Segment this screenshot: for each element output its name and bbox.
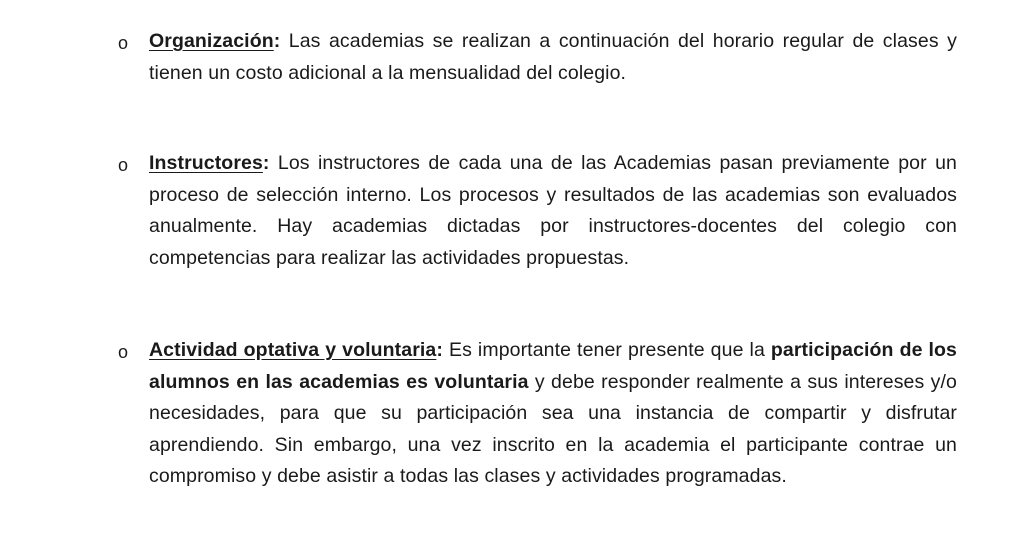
term-colon: : (273, 30, 281, 52)
paragraph-text: y debe responder realmente a sus intereses y/o necesidades, para que su participación sea una instancia de compartir y disfrutar aprendiendo. Sin embargo, una vez inscrito en la academia el participante contrae un compromiso y debe asistir a todas las clases y actividades programadas. (149, 370, 957, 487)
bold-emphasis: participación de los alumnos en las academias es voluntaria (149, 339, 957, 393)
term-heading: Instructores (149, 152, 263, 174)
paragraph-text: Las academias se realizan a continuación del horario regular de clases y tienen un costo adicional a la mensualidad del colegio. (149, 30, 957, 84)
paragraph (149, 26, 957, 89)
bullet-marker: o (118, 155, 129, 175)
paragraph-text: Es importante tener presente que la (442, 339, 771, 361)
paragraph-text: Los instructores de cada una de las Academias pasan previamente por un proceso de selección interno. Los procesos y resultados de las academias son evaluados anualmente. Hay academias dictadas por instructores-docentes del colegio con competencias para realizar las actividades propuestas. (149, 152, 957, 269)
bullet-marker: o (118, 342, 129, 362)
paragraph (149, 148, 957, 274)
term-heading: Actividad optativa y voluntaria (149, 339, 437, 361)
bullet-marker: o (118, 33, 129, 53)
term-heading: Organización (149, 30, 274, 52)
paragraph (149, 335, 957, 493)
term-colon: : (262, 152, 270, 174)
term-colon: : (436, 339, 443, 361)
